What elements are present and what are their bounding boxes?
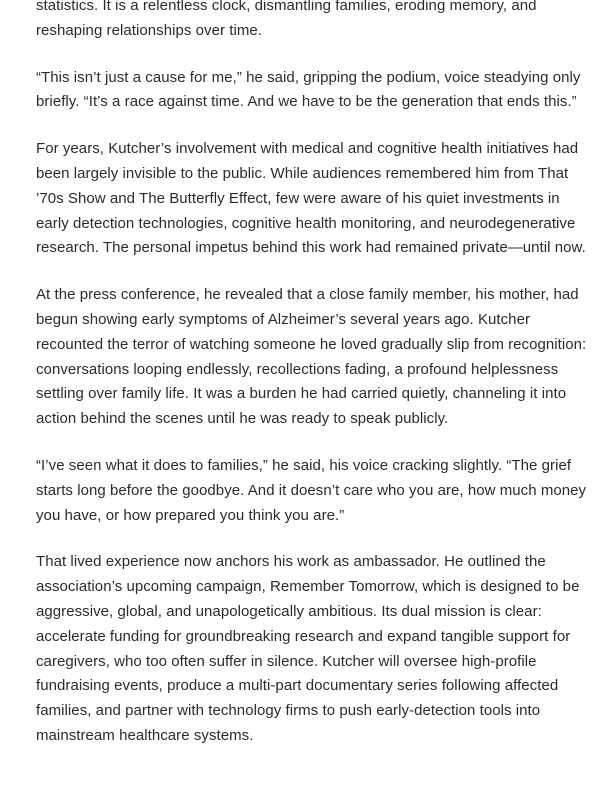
article-paragraph-statistics: statistics. It is a relentless clock, dismantling families, eroding memory, and reshaping relationships over time. <box>36 0 537 39</box>
article-body <box>36 0 587 749</box>
article-paragraph-involvement: For years, Kutcher’s involvement with medical and cognitive health initiatives had been largely invisible to the public. While audiences remembered him from That ’70s Show and The Butterfly Effect, few were aware of his quiet investments in early detection technologies, cognitive health monitoring, and neurodegenerative research. The personal impetus behind this work had remained private—until now. <box>36 140 586 257</box>
article-paragraph-campaign: That lived experience now anchors his work as ambassador. He outlined the association’s upcoming campaign, Remember Tomorrow, which is designed to be aggressive, global, and unapologetically ambitious. Its dual mission is clear: accelerate funding for groundbreaking research and expand tangible support for caregivers, who too often suffer in silence. Kutcher will oversee high-profile fundraising events, produce a multi-part documentary series following affected families, and partner with technology firms to push early-detection tools into mainstream healthcare systems. <box>36 553 580 744</box>
article-paragraph-quote-cause: “This isn’t just a cause for me,” he said, gripping the podium, voice steadying only briefly. “It’s a race against time. And we have to be the generation that ends this.” <box>36 68 581 111</box>
article-paragraph-press-conference: At the press conference, he revealed that a close family member, his mother, had begun showing early symptoms of Alzheimer’s several years ago. Kutcher recounted the terror of watching someone he loved gradually slip from recognition: conversations looping endlessly, recollections fading, a profound helplessness settling over family life. It was a burden he had carried quietly, channeling it into action behind the scenes until he was ready to speak publicly. <box>36 286 587 428</box>
article-paragraph-quote-families: “I’ve seen what it does to families,” he said, his voice cracking slightly. “The grief starts long before the goodbye. And it doesn’t care who you are, how much money you have, or how prepared you think you are.” <box>36 456 587 524</box>
